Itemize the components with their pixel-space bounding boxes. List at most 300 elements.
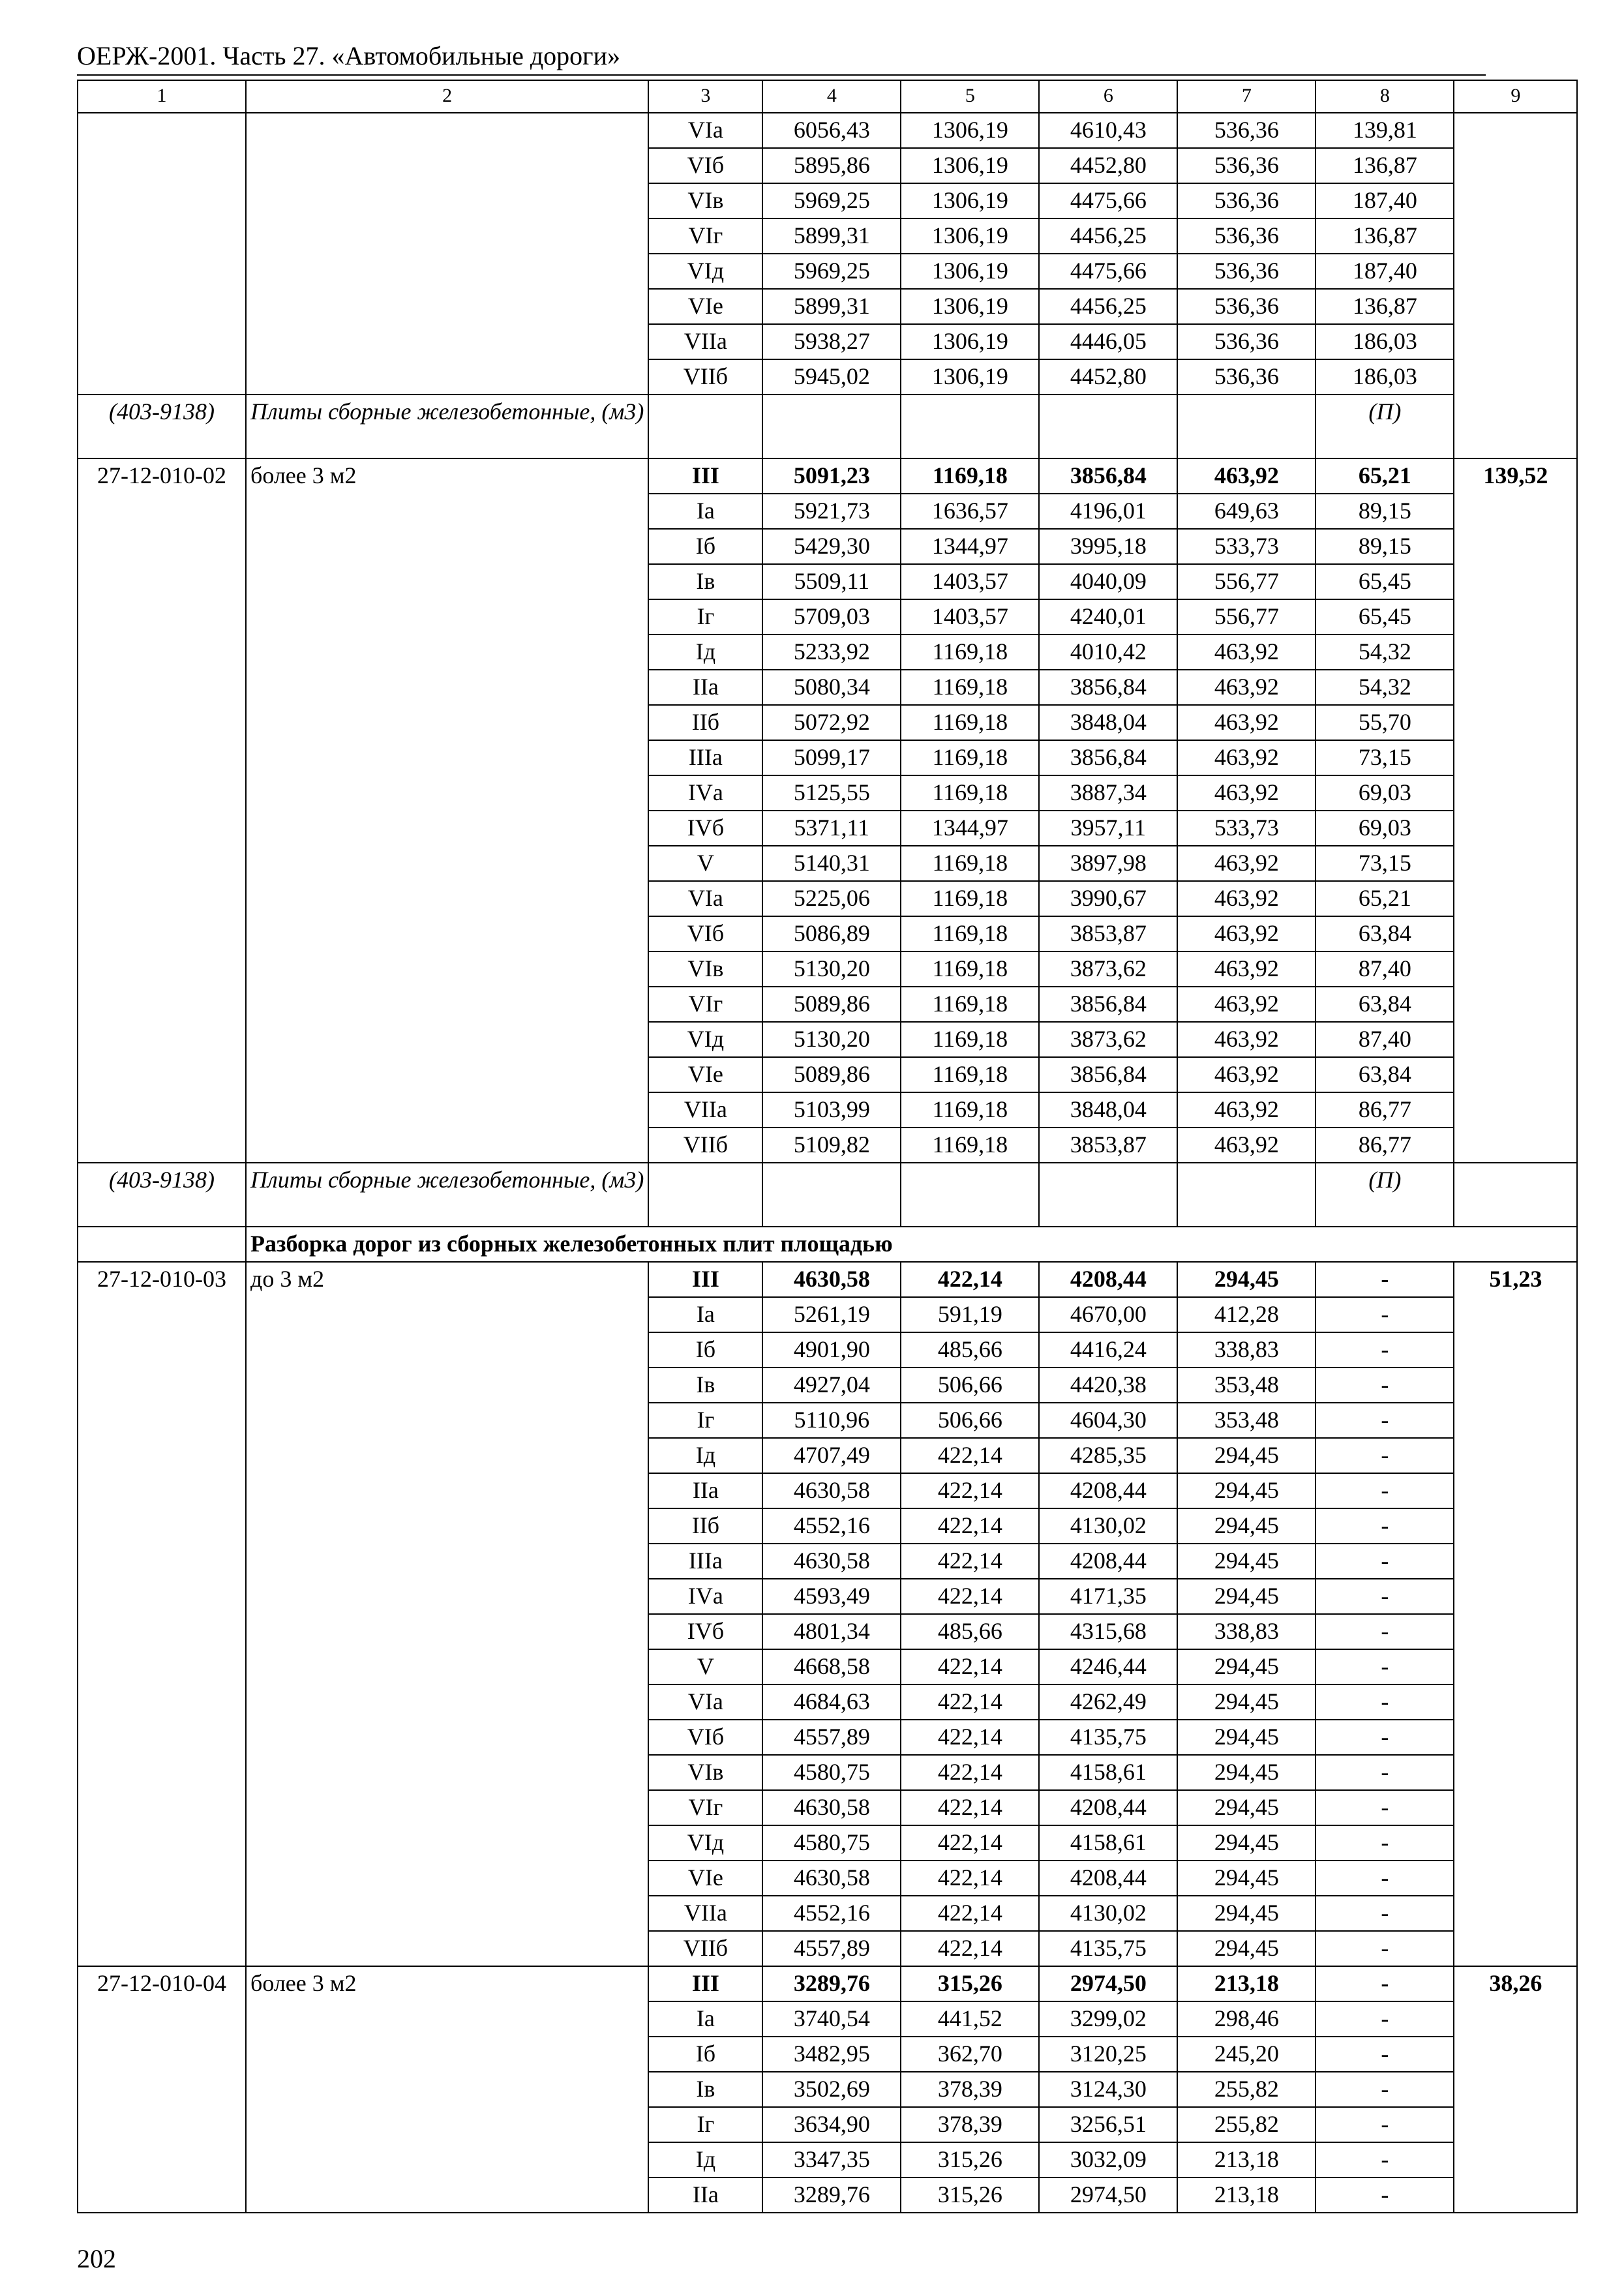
- value-cell: 65,45: [1316, 599, 1454, 635]
- region-cell: VIд: [648, 1022, 762, 1057]
- value-cell: 422,14: [901, 1262, 1039, 1297]
- value-cell: 63,84: [1316, 1057, 1454, 1092]
- value-cell: 294,45: [1177, 1684, 1316, 1720]
- value-cell: 463,92: [1177, 740, 1316, 775]
- column-number: 2: [246, 80, 648, 113]
- total-cell: 38,26: [1454, 1966, 1577, 2213]
- region-cell: VIд: [648, 1825, 762, 1861]
- value-cell: 5091,23: [762, 458, 901, 494]
- value-cell: 4452,80: [1039, 359, 1177, 395]
- region-cell: VIе: [648, 1861, 762, 1896]
- region-cell: VIв: [648, 183, 762, 218]
- value-cell: 536,36: [1177, 183, 1316, 218]
- value-cell: 5969,25: [762, 254, 901, 289]
- value-cell: -: [1316, 1403, 1454, 1438]
- region-cell: Iд: [648, 2142, 762, 2177]
- value-cell: 5938,27: [762, 324, 901, 359]
- value-cell: 136,87: [1316, 148, 1454, 183]
- value-cell: 4040,09: [1039, 564, 1177, 599]
- value-cell: 463,92: [1177, 951, 1316, 987]
- region-cell: Iг: [648, 2107, 762, 2142]
- value-cell: 556,77: [1177, 564, 1316, 599]
- empty-cell: [648, 1163, 762, 1227]
- region-cell: VIа: [648, 113, 762, 148]
- value-cell: 315,26: [901, 1966, 1039, 2001]
- value-cell: -: [1316, 1896, 1454, 1931]
- value-cell: 213,18: [1177, 2177, 1316, 2213]
- region-cell: Iг: [648, 599, 762, 635]
- region-cell: VIIб: [648, 1931, 762, 1966]
- value-cell: 463,92: [1177, 916, 1316, 951]
- region-cell: VIIа: [648, 1896, 762, 1931]
- value-cell: 1169,18: [901, 1092, 1039, 1128]
- resource-code: (403-9138): [78, 1163, 246, 1227]
- value-cell: 485,66: [901, 1614, 1039, 1649]
- region-cell: VIб: [648, 1720, 762, 1755]
- value-cell: 65,45: [1316, 564, 1454, 599]
- column-number: 8: [1316, 80, 1454, 113]
- value-cell: 69,03: [1316, 775, 1454, 811]
- value-cell: 294,45: [1177, 1649, 1316, 1684]
- value-cell: 536,36: [1177, 254, 1316, 289]
- value-cell: -: [1316, 1649, 1454, 1684]
- rate-description: более 3 м2: [246, 458, 648, 1163]
- value-cell: 485,66: [901, 1332, 1039, 1368]
- value-cell: 463,92: [1177, 846, 1316, 881]
- value-cell: 422,14: [901, 1649, 1039, 1684]
- value-cell: 5125,55: [762, 775, 901, 811]
- region-cell: VIг: [648, 218, 762, 254]
- region-cell: Iд: [648, 635, 762, 670]
- value-cell: 1306,19: [901, 218, 1039, 254]
- region-cell: IVб: [648, 1614, 762, 1649]
- value-cell: 3957,11: [1039, 811, 1177, 846]
- value-cell: 422,14: [901, 1931, 1039, 1966]
- rate-code: 27-12-010-02: [78, 458, 246, 1163]
- value-cell: 1169,18: [901, 705, 1039, 740]
- page-header: ОЕРЖ-2001. Часть 27. «Автомобильные дороги»: [77, 40, 1486, 76]
- region-cell: Iб: [648, 529, 762, 564]
- empty-cell: [1454, 113, 1577, 458]
- empty-cell: [1039, 1163, 1177, 1227]
- value-cell: 353,48: [1177, 1368, 1316, 1403]
- empty-cell: [78, 1227, 246, 1262]
- value-cell: 533,73: [1177, 811, 1316, 846]
- value-cell: 1306,19: [901, 148, 1039, 183]
- value-cell: 4684,63: [762, 1684, 901, 1720]
- value-cell: 4158,61: [1039, 1755, 1177, 1790]
- value-cell: 1169,18: [901, 916, 1039, 951]
- value-cell: -: [1316, 1332, 1454, 1368]
- value-cell: 4446,05: [1039, 324, 1177, 359]
- total-cell: 139,52: [1454, 458, 1577, 1163]
- column-number: 6: [1039, 80, 1177, 113]
- value-cell: 463,92: [1177, 1022, 1316, 1057]
- table-row: [78, 113, 1577, 148]
- value-cell: 536,36: [1177, 289, 1316, 324]
- value-cell: 3873,62: [1039, 951, 1177, 987]
- value-cell: 4670,00: [1039, 1297, 1177, 1332]
- value-cell: 463,92: [1177, 881, 1316, 916]
- value-cell: -: [1316, 1720, 1454, 1755]
- value-cell: 3347,35: [762, 2142, 901, 2177]
- value-cell: 69,03: [1316, 811, 1454, 846]
- column-number-row: [78, 80, 1577, 113]
- value-cell: 338,83: [1177, 1332, 1316, 1368]
- value-cell: 362,70: [901, 2037, 1039, 2072]
- value-cell: -: [1316, 2037, 1454, 2072]
- column-number: 5: [901, 80, 1039, 113]
- value-cell: 463,92: [1177, 635, 1316, 670]
- value-cell: 294,45: [1177, 1579, 1316, 1614]
- value-cell: 4801,34: [762, 1614, 901, 1649]
- value-cell: 294,45: [1177, 1896, 1316, 1931]
- region-cell: VIIа: [648, 1092, 762, 1128]
- value-cell: -: [1316, 1931, 1454, 1966]
- value-cell: 5509,11: [762, 564, 901, 599]
- value-cell: 89,15: [1316, 529, 1454, 564]
- value-cell: -: [1316, 1473, 1454, 1508]
- value-cell: 4630,58: [762, 1544, 901, 1579]
- column-number: 3: [648, 80, 762, 113]
- value-cell: 463,92: [1177, 670, 1316, 705]
- region-cell: IIIа: [648, 740, 762, 775]
- value-cell: 3856,84: [1039, 740, 1177, 775]
- value-cell: 5225,06: [762, 881, 901, 916]
- region-cell: Iд: [648, 1438, 762, 1473]
- value-cell: 5261,19: [762, 1297, 901, 1332]
- value-cell: 1344,97: [901, 529, 1039, 564]
- value-cell: 463,92: [1177, 705, 1316, 740]
- empty-cell: [762, 395, 901, 458]
- value-cell: 1169,18: [901, 1022, 1039, 1057]
- value-cell: 3856,84: [1039, 1057, 1177, 1092]
- value-cell: 65,21: [1316, 881, 1454, 916]
- value-cell: 1169,18: [901, 987, 1039, 1022]
- value-cell: 298,46: [1177, 2001, 1316, 2037]
- region-cell: Iв: [648, 564, 762, 599]
- value-cell: 187,40: [1316, 183, 1454, 218]
- region-cell: VIIб: [648, 359, 762, 395]
- region-cell: IVа: [648, 1579, 762, 1614]
- resource-row: [78, 395, 1577, 458]
- value-cell: 294,45: [1177, 1262, 1316, 1297]
- value-cell: 4475,66: [1039, 183, 1177, 218]
- region-cell: IVб: [648, 811, 762, 846]
- value-cell: 294,45: [1177, 1508, 1316, 1544]
- value-cell: 5110,96: [762, 1403, 901, 1438]
- value-cell: 3289,76: [762, 1966, 901, 2001]
- rate-description: до 3 м2: [246, 1262, 648, 1966]
- main-rate-row: [78, 458, 1577, 494]
- resource-unit-code: (П): [1316, 1163, 1454, 1227]
- value-cell: 4630,58: [762, 1473, 901, 1508]
- value-cell: 65,21: [1316, 458, 1454, 494]
- value-cell: 3120,25: [1039, 2037, 1177, 2072]
- value-cell: 4901,90: [762, 1332, 901, 1368]
- value-cell: 441,52: [901, 2001, 1039, 2037]
- value-cell: 1306,19: [901, 289, 1039, 324]
- region-cell: Iа: [648, 2001, 762, 2037]
- empty-cell: [901, 1163, 1039, 1227]
- value-cell: 139,81: [1316, 113, 1454, 148]
- value-cell: 4130,02: [1039, 1508, 1177, 1544]
- value-cell: 213,18: [1177, 1966, 1316, 2001]
- value-cell: 294,45: [1177, 1755, 1316, 1790]
- region-cell: VIг: [648, 987, 762, 1022]
- value-cell: 4196,01: [1039, 494, 1177, 529]
- value-cell: 1306,19: [901, 183, 1039, 218]
- value-cell: 73,15: [1316, 846, 1454, 881]
- value-cell: 4208,44: [1039, 1473, 1177, 1508]
- value-cell: 4630,58: [762, 1861, 901, 1896]
- value-cell: 3897,98: [1039, 846, 1177, 881]
- value-cell: -: [1316, 2072, 1454, 2107]
- value-cell: -: [1316, 1297, 1454, 1332]
- value-cell: 1169,18: [901, 635, 1039, 670]
- value-cell: 4010,42: [1039, 635, 1177, 670]
- value-cell: -: [1316, 1544, 1454, 1579]
- value-cell: 86,77: [1316, 1128, 1454, 1163]
- value-cell: 556,77: [1177, 599, 1316, 635]
- main-rate-row: [78, 1262, 1577, 1297]
- value-cell: -: [1316, 1438, 1454, 1473]
- value-cell: 54,32: [1316, 635, 1454, 670]
- region-cell: VIIб: [648, 1128, 762, 1163]
- value-cell: 1306,19: [901, 324, 1039, 359]
- value-cell: 536,36: [1177, 113, 1316, 148]
- value-cell: 4580,75: [762, 1825, 901, 1861]
- value-cell: 5089,86: [762, 1057, 901, 1092]
- value-cell: 3848,04: [1039, 1092, 1177, 1128]
- value-cell: 187,40: [1316, 254, 1454, 289]
- region-cell: IIа: [648, 670, 762, 705]
- empty-cell: [246, 113, 648, 395]
- value-cell: 5130,20: [762, 1022, 901, 1057]
- resource-row: [78, 1163, 1577, 1227]
- value-cell: 5709,03: [762, 599, 901, 635]
- value-cell: -: [1316, 1966, 1454, 2001]
- value-cell: 5899,31: [762, 289, 901, 324]
- value-cell: 87,40: [1316, 951, 1454, 987]
- value-cell: 463,92: [1177, 1128, 1316, 1163]
- value-cell: 536,36: [1177, 148, 1316, 183]
- value-cell: 1306,19: [901, 113, 1039, 148]
- value-cell: 255,82: [1177, 2072, 1316, 2107]
- value-cell: 422,14: [901, 1790, 1039, 1825]
- empty-cell: [1039, 395, 1177, 458]
- value-cell: 4610,43: [1039, 113, 1177, 148]
- value-cell: 3634,90: [762, 2107, 901, 2142]
- region-cell: IIа: [648, 2177, 762, 2213]
- value-cell: 422,14: [901, 1755, 1039, 1790]
- value-cell: 463,92: [1177, 1092, 1316, 1128]
- empty-cell: [78, 113, 246, 395]
- region-cell: Iв: [648, 1368, 762, 1403]
- value-cell: 3873,62: [1039, 1022, 1177, 1057]
- region-cell: Iб: [648, 1332, 762, 1368]
- value-cell: 294,45: [1177, 1825, 1316, 1861]
- value-cell: 5899,31: [762, 218, 901, 254]
- value-cell: 422,14: [901, 1896, 1039, 1931]
- value-cell: 463,92: [1177, 458, 1316, 494]
- value-cell: 5099,17: [762, 740, 901, 775]
- value-cell: 1169,18: [901, 775, 1039, 811]
- value-cell: 186,03: [1316, 324, 1454, 359]
- value-cell: 55,70: [1316, 705, 1454, 740]
- column-number: 7: [1177, 80, 1316, 113]
- total-cell: 51,23: [1454, 1262, 1577, 1966]
- value-cell: 422,14: [901, 1825, 1039, 1861]
- value-cell: 89,15: [1316, 494, 1454, 529]
- value-cell: 4240,01: [1039, 599, 1177, 635]
- value-cell: 536,36: [1177, 218, 1316, 254]
- value-cell: 422,14: [901, 1720, 1039, 1755]
- value-cell: 245,20: [1177, 2037, 1316, 2072]
- value-cell: 3856,84: [1039, 458, 1177, 494]
- value-cell: 5895,86: [762, 148, 901, 183]
- value-cell: 338,83: [1177, 1614, 1316, 1649]
- value-cell: 422,14: [901, 1579, 1039, 1614]
- value-cell: 87,40: [1316, 1022, 1454, 1057]
- value-cell: 5233,92: [762, 635, 901, 670]
- section-title: Разборка дорог из сборных железобетонных плит площадью: [246, 1227, 1577, 1262]
- region-cell: VIб: [648, 148, 762, 183]
- region-cell: V: [648, 1649, 762, 1684]
- region-cell: VIг: [648, 1790, 762, 1825]
- value-cell: 649,63: [1177, 494, 1316, 529]
- value-cell: 294,45: [1177, 1438, 1316, 1473]
- value-cell: 4420,38: [1039, 1368, 1177, 1403]
- value-cell: -: [1316, 1825, 1454, 1861]
- region-cell: IIа: [648, 1473, 762, 1508]
- region-cell: Iв: [648, 2072, 762, 2107]
- value-cell: -: [1316, 1262, 1454, 1297]
- region-cell: VIд: [648, 254, 762, 289]
- value-cell: 4171,35: [1039, 1579, 1177, 1614]
- value-cell: -: [1316, 1579, 1454, 1614]
- value-cell: 533,73: [1177, 529, 1316, 564]
- value-cell: 1636,57: [901, 494, 1039, 529]
- value-cell: 4262,49: [1039, 1684, 1177, 1720]
- value-cell: 5080,34: [762, 670, 901, 705]
- value-cell: 4604,30: [1039, 1403, 1177, 1438]
- region-cell: IIIа: [648, 1544, 762, 1579]
- value-cell: 5371,11: [762, 811, 901, 846]
- value-cell: 4135,75: [1039, 1931, 1177, 1966]
- value-cell: 3502,69: [762, 2072, 901, 2107]
- value-cell: 4668,58: [762, 1649, 901, 1684]
- value-cell: 4557,89: [762, 1720, 901, 1755]
- resource-code: (403-9138): [78, 395, 246, 458]
- value-cell: 4456,25: [1039, 218, 1177, 254]
- region-cell: VIа: [648, 1684, 762, 1720]
- value-cell: 3853,87: [1039, 916, 1177, 951]
- value-cell: 378,39: [901, 2072, 1039, 2107]
- region-cell: VIв: [648, 951, 762, 987]
- value-cell: 3856,84: [1039, 987, 1177, 1022]
- value-cell: -: [1316, 1861, 1454, 1896]
- region-cell: Iа: [648, 1297, 762, 1332]
- region-cell: V: [648, 846, 762, 881]
- value-cell: 5072,92: [762, 705, 901, 740]
- value-cell: 315,26: [901, 2177, 1039, 2213]
- resource-description: Плиты сборные железобетонные, (м3): [246, 395, 648, 458]
- value-cell: 1344,97: [901, 811, 1039, 846]
- value-cell: 1403,57: [901, 599, 1039, 635]
- value-cell: 4552,16: [762, 1508, 901, 1544]
- value-cell: 294,45: [1177, 1720, 1316, 1755]
- main-rate-row: [78, 1966, 1577, 2001]
- value-cell: -: [1316, 1614, 1454, 1649]
- region-cell: IVа: [648, 775, 762, 811]
- value-cell: 4630,58: [762, 1262, 901, 1297]
- value-cell: 5140,31: [762, 846, 901, 881]
- value-cell: 422,14: [901, 1508, 1039, 1544]
- value-cell: 422,14: [901, 1438, 1039, 1473]
- value-cell: 294,45: [1177, 1931, 1316, 1966]
- region-cell: Iа: [648, 494, 762, 529]
- column-number: 1: [78, 80, 246, 113]
- value-cell: 6056,43: [762, 113, 901, 148]
- value-cell: 5130,20: [762, 951, 901, 987]
- empty-cell: [1454, 1163, 1577, 1227]
- value-cell: 294,45: [1177, 1473, 1316, 1508]
- value-cell: 5089,86: [762, 987, 901, 1022]
- resource-description: Плиты сборные железобетонные, (м3): [246, 1163, 648, 1227]
- value-cell: 4208,44: [1039, 1544, 1177, 1579]
- value-cell: 5103,99: [762, 1092, 901, 1128]
- region-cell: Iг: [648, 1403, 762, 1438]
- region-cell: VIе: [648, 1057, 762, 1092]
- empty-cell: [901, 395, 1039, 458]
- empty-cell: [1177, 395, 1316, 458]
- value-cell: 54,32: [1316, 670, 1454, 705]
- value-cell: 422,14: [901, 1473, 1039, 1508]
- value-cell: 1403,57: [901, 564, 1039, 599]
- value-cell: 3887,34: [1039, 775, 1177, 811]
- value-cell: 5429,30: [762, 529, 901, 564]
- region-cell: VIб: [648, 916, 762, 951]
- value-cell: 3256,51: [1039, 2107, 1177, 2142]
- region-cell: III: [648, 458, 762, 494]
- value-cell: 4135,75: [1039, 1720, 1177, 1755]
- value-cell: 422,14: [901, 1544, 1039, 1579]
- value-cell: 1306,19: [901, 359, 1039, 395]
- value-cell: 4452,80: [1039, 148, 1177, 183]
- value-cell: 4285,35: [1039, 1438, 1177, 1473]
- empty-cell: [648, 395, 762, 458]
- page-number: 202: [77, 2244, 116, 2273]
- value-cell: 73,15: [1316, 740, 1454, 775]
- value-cell: 1169,18: [901, 846, 1039, 881]
- empty-cell: [762, 1163, 901, 1227]
- value-cell: 5086,89: [762, 916, 901, 951]
- region-cell: IIб: [648, 705, 762, 740]
- value-cell: 422,14: [901, 1861, 1039, 1896]
- value-cell: 4315,68: [1039, 1614, 1177, 1649]
- value-cell: 1169,18: [901, 951, 1039, 987]
- value-cell: 3990,67: [1039, 881, 1177, 916]
- empty-cell: [1177, 1163, 1316, 1227]
- value-cell: 3995,18: [1039, 529, 1177, 564]
- value-cell: 86,77: [1316, 1092, 1454, 1128]
- value-cell: 1169,18: [901, 1128, 1039, 1163]
- value-cell: 3740,54: [762, 2001, 901, 2037]
- value-cell: 186,03: [1316, 359, 1454, 395]
- rates-table: [77, 80, 1578, 2213]
- value-cell: -: [1316, 2177, 1454, 2213]
